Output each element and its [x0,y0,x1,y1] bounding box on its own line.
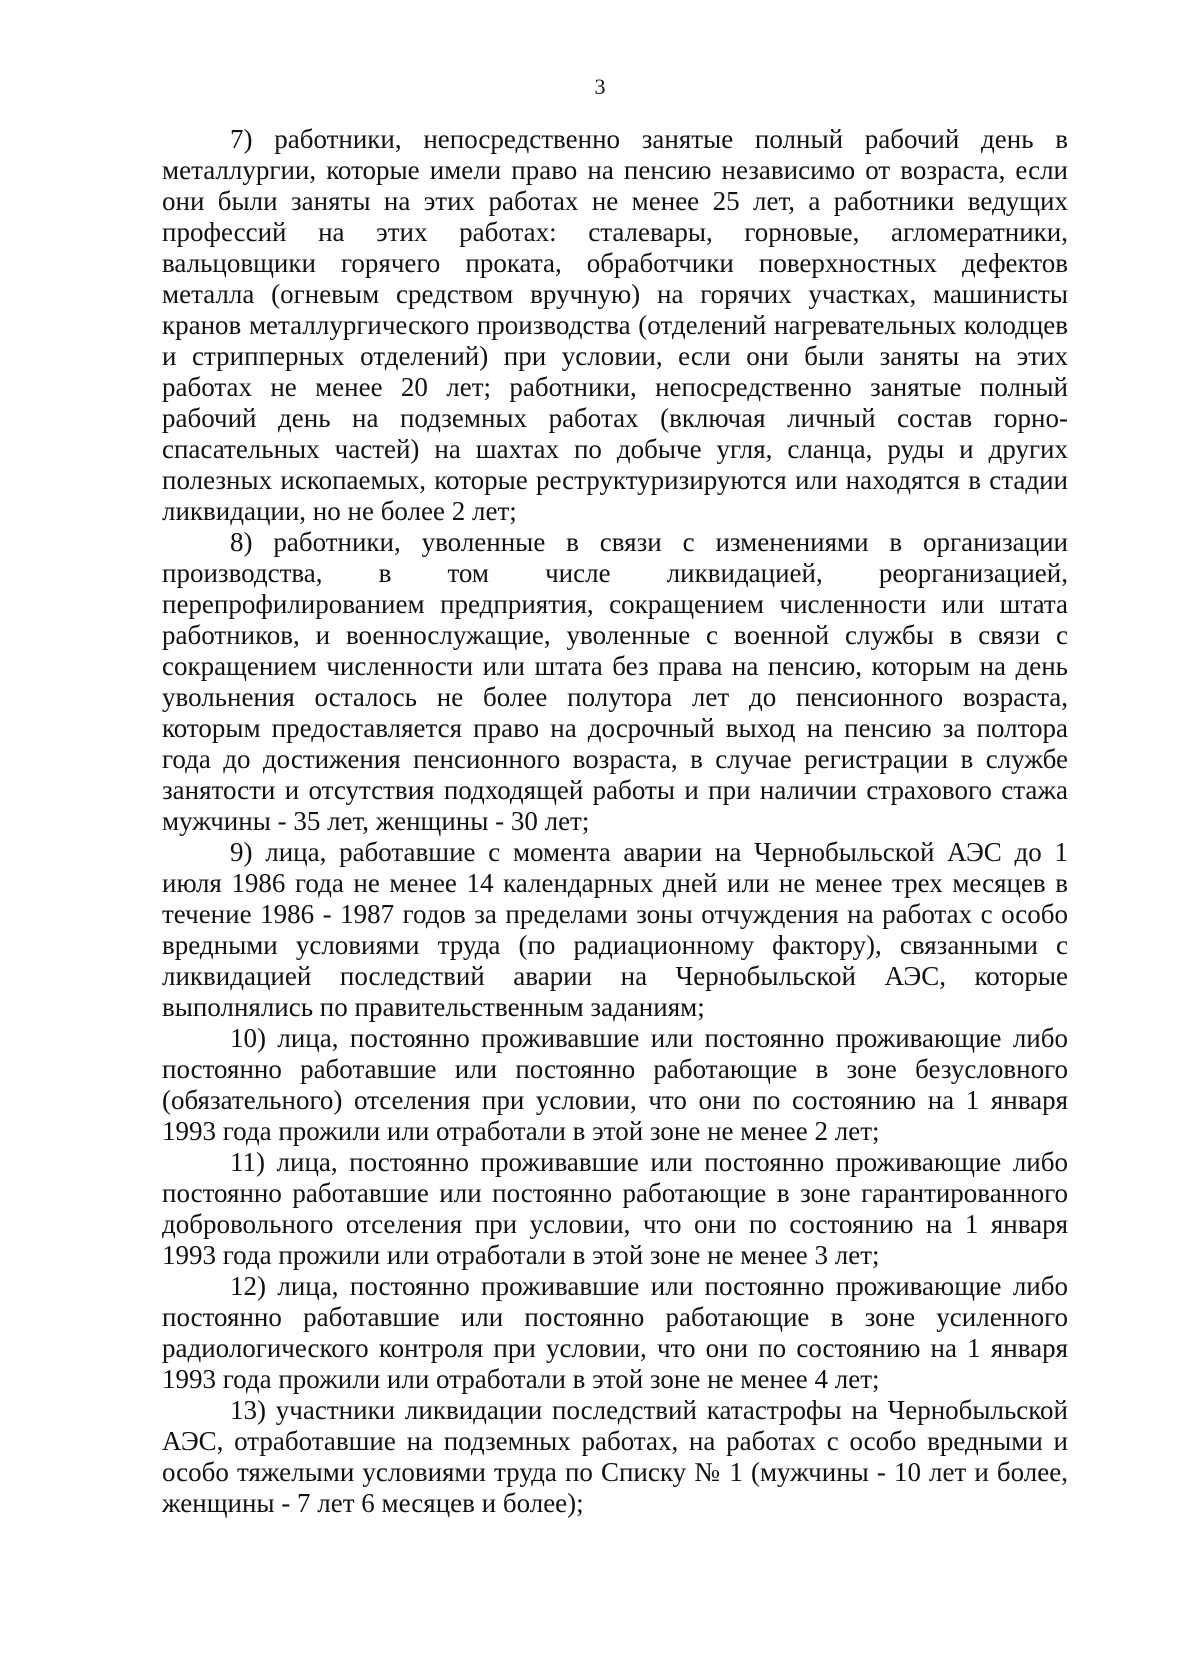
paragraph-item-8: 8) работники, уволенные в связи с изменениями в организации производства, в том числе ликвидацией, реорганизацией, перепрофилированием предприятия, сокращением численности или штата работников, и военнослужащие, уволенные с военной службы в связи с сокращением численности или штата без права на пенсию, которым на день увольнения осталось не более полутора лет до пенсионного возраста, которым предоставляется право на досрочный выход на пенсию за полтора года до достижения пенсионного возраста, в случае регистрации в службе занятости и отсутствия подходящей работы и при наличии страхового стажа мужчины - 35 лет, женщины - 30 лет; [162,527,1068,836]
paragraph-item-9: 9) лица, работавшие с момента аварии на Чернобыльской АЭС до 1 июля 1986 года не менее 14 календарных дней или не менее трех месяцев в течение 1986 - 1987 годов за пределами зоны отчуждения на работах с особо вредными условиями труда (по радиационному фактору), связанными с ликвидацией последствий аварии на Чернобыльской АЭС, которые выполнялись по правительственным заданиям; [162,837,1068,1022]
paragraph-item-7: 7) работники, непосредственно занятые полный рабочий день в металлургии, которые имели право на пенсию независимо от возраста, если они были заняты на этих работах не менее 25 лет, а работники ведущих профессий на этих работах: сталевары, горновые, агломератники, вальцовщики горячего проката, обработчики поверхностных дефектов металла (огневым средством вручную) на горячих участках, машинисты кранов металлургического производства (отделений нагревательных колодцев и стрипперных отделений) при условии, если они были заняты на этих работах не менее 20 лет; работники, непосредственно занятые полный рабочий день на подземных работах (включая личный состав горно-спасательных частей) на шахтах по добыче угля, сланца, руды и других полезных ископаемых, которые реструктуризируются или находятся в стадии ликвидации, но не более 2 лет; [162,124,1068,526]
page-number: 3 [594,74,606,99]
paragraph-item-12: 12) лица, постоянно проживавшие или постоянно проживающие либо постоянно работавшие или постоянно работающие в зоне усиленного радиологического контроля при условии, что они по состоянию на 1 января 1993 года прожили или отработали в этой зоне не менее 4 лет; [162,1271,1068,1394]
paragraph-item-13: 13) участники ликвидации последствий катастрофы на Чернобыльской АЭС, отработавшие на подземных работах, на работах с особо вредными и особо тяжелыми условиями труда по Списку № 1 (мужчины - 10 лет и более, женщины - 7 лет 6 месяцев и более); [162,1395,1068,1518]
paragraph-item-10: 10) лица, постоянно проживавшие или постоянно проживающие либо постоянно работавшие или постоянно работающие в зоне безусловного (обязательного) отселения при условии, что они по состоянию на 1 января 1993 года прожили или отработали в этой зоне не менее 2 лет; [162,1023,1068,1146]
document-body [162,124,1068,1519]
paragraph-item-11: 11) лица, постоянно проживавшие или постоянно проживающие либо постоянно работавшие или постоянно работающие в зоне гарантированного добровольного отселения при условии, что они по состоянию на 1 января 1993 года прожили или отработали в этой зоне не менее 3 лет; [162,1147,1068,1270]
